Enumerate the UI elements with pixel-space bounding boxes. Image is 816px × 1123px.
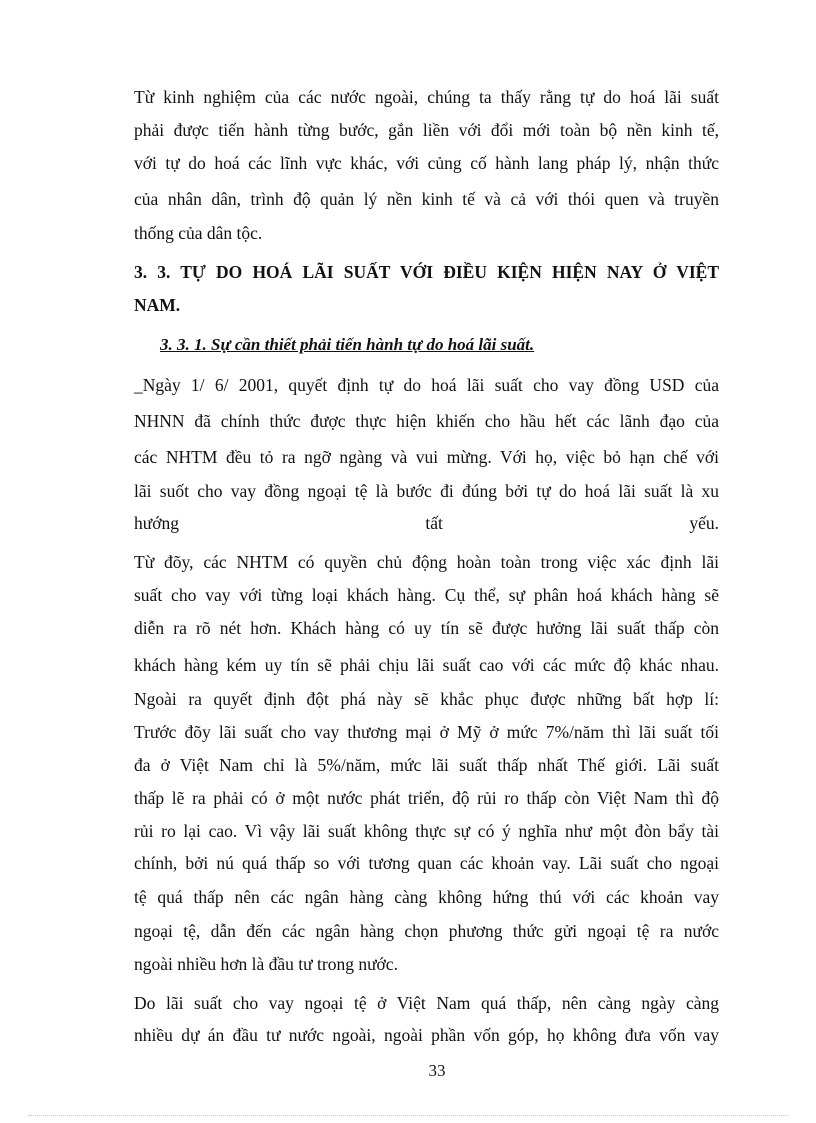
paragraph-1-line-4: của nhân dân, trình độ quản lý nền kinh tế và cả với thói quen và truyền [134, 189, 719, 209]
paragraph-2-line-3: các NHTM đều tỏ ra ngỡ ngàng và vui mừng. Với họ, việc bỏ hạn chế với [134, 447, 719, 467]
footer-divider [28, 1115, 788, 1116]
paragraph-3-line-8: thấp lẽ ra phải có ở một nước phát triển, độ rủi ro thấp còn Việt Nam thì độ [134, 788, 719, 808]
section-heading-line-1: 3. 3. TỰ DO HOÁ LÃI SUẤT VỚI ĐIỀU KIỆN HIỆN NAY Ở VIỆT [134, 262, 719, 282]
paragraph-3-line-11: tệ quá thấp nên các ngân hàng càng không hứng thú với các khoản vay [134, 887, 719, 907]
paragraph-3-line-5: Ngoài ra quyết định đột phá này sẽ khắc phục được những bất hợp lí: [134, 689, 719, 709]
paragraph-4-line-1: Do lãi suất cho vay ngoại tệ ở Việt Nam quá thấp, nên càng ngày càng [134, 993, 719, 1013]
paragraph-1-line-3: với tự do hoá các lĩnh vực khác, với củng cố hành lang pháp lý, nhận thức [134, 153, 719, 173]
paragraph-3-line-12: ngoại tệ, dẫn đến các ngân hàng chọn phương thức gửi ngoại tệ ra nước [134, 921, 719, 941]
paragraph-4-line-2: nhiều dự án đầu tư nước ngoài, ngoài phần vốn góp, họ không đưa vốn vay [134, 1025, 719, 1045]
paragraph-3-line-2: suất cho vay với từng loại khách hàng. Cụ thể, sự phân hoá khách hàng sẽ [134, 585, 719, 605]
paragraph-3-line-7: đa ở Việt Nam chỉ là 5%/năm, mức lãi suất thấp nhất Thế giới. Lãi suất [134, 755, 719, 775]
section-heading-line-2: NAM. [134, 295, 181, 315]
page-number: 33 [428, 1061, 446, 1080]
paragraph-3-line-1: Từ đõy, các NHTM có quyền chủ động hoàn toàn trong việc xác định lãi [134, 552, 719, 572]
paragraph-3-line-6: Trước đõy lãi suất cho vay thương mại ở Mỹ ở mức 7%/năm thì lãi suất tối [134, 722, 719, 742]
paragraph-1-line-1: Từ kinh nghiệm của các nước ngoài, chúng ta thấy rằng tự do hoá lãi suất [134, 87, 719, 107]
paragraph-2-line-4: lãi suốt cho vay đồng ngoại tệ là bước đi đúng bởi tự do hoá lãi suất là xu [134, 481, 719, 501]
paragraph-2-line-5: hướng tất yếu. [134, 513, 719, 533]
paragraph-3-line-3: diễn ra rõ nét hơn. Khách hàng có uy tín sẽ được hưởng lãi suất thấp còn [134, 618, 719, 638]
paragraph-1-line-5: thống của dân tộc. [134, 223, 263, 243]
paragraph-3-line-9: rủi ro lại cao. Vì vậy lãi suất không thực sự có ý nghĩa như một đòn bẩy tài [134, 821, 719, 841]
paragraph-1-line-2: phải được tiến hành từng bước, gắn liền với đổi mới toàn bộ nền kinh tế, [134, 120, 719, 140]
subsection-heading: 3. 3. 1. Sự cần thiết phải tiến hành tự do hoá lãi suất. [160, 335, 535, 354]
paragraph-2-line-2: NHNN đã chính thức được thực hiện khiến cho hầu hết các lãnh đạo của [134, 411, 719, 431]
paragraph-2-line-1: _Ngày 1/ 6/ 2001, quyết định tự do hoá lãi suất cho vay đồng USD của [134, 375, 719, 395]
paragraph-3-line-4: khách hàng kém uy tín sẽ phải chịu lãi suất cao với các mức độ khác nhau. [134, 655, 719, 675]
paragraph-3-line-13: ngoài nhiều hơn là đầu tư trong nước. [134, 954, 398, 974]
paragraph-3-line-10: chính, bởi nú quá thấp so với tương quan các khoản vay. Lãi suất cho ngoại [134, 853, 719, 873]
